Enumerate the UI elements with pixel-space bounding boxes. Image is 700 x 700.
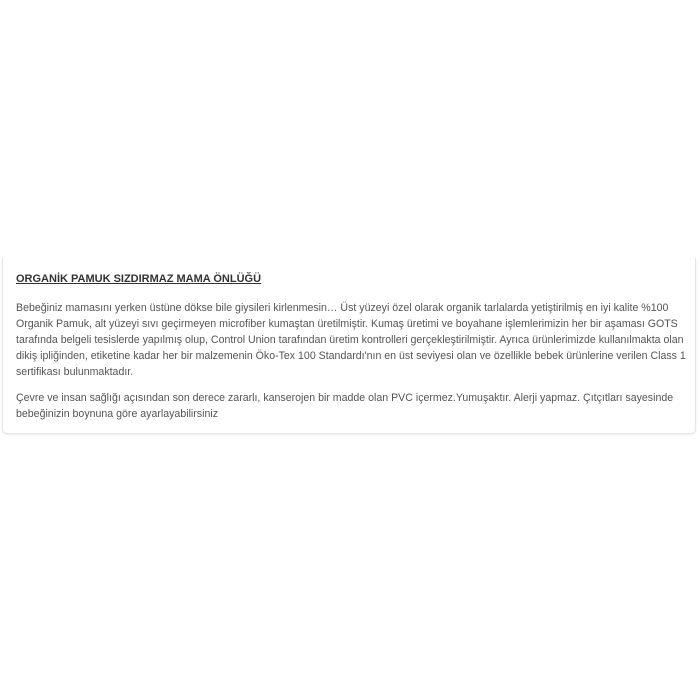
product-title: ORGANİK PAMUK SIZDIRMAZ MAMA ÖNLÜĞÜ	[16, 273, 262, 285]
product-description-panel	[2, 258, 696, 434]
description-paragraph: Çevre ve insan sağlığı açısından son derece zararlı, kanserojen bir madde olan PVC içermez.Yumuşaktır. Alerji yapmaz. Çıtçıtları sayesinde bebeğinizin boynuna göre ayarlayabilirsiniz	[16, 392, 674, 420]
description-paragraph: Bebeğiniz mamasını yerken üstüne dökse bile giysileri kirlenmesin… Üst yüzeyi özel olarak organik tarlalarda yetiştirilmiş en iyi kalite %100 Organik Pamuk, alt yüzeyi sıvı geçirmeyen microfiber kumaştan üretilmiştir. Kumaş üretimi ve boyahane işlemlerimizin her bir aşaması GOTS tarafında belgeli tesislerde yapılmış olup, Control Union tarafından üretim kontrolleri gerçekleştirilmiştir. Ayrıca ürünlerimizde kullanılmakta olan dikiş ipliğinden, etiketine kadar her bir malzemenin Öko-Tex 100 Standardı'nın en üst seviyesi olan ve özellikle bebek ürünlerine verilen Class 1 sertifikası bulunmaktadır.	[16, 302, 686, 378]
